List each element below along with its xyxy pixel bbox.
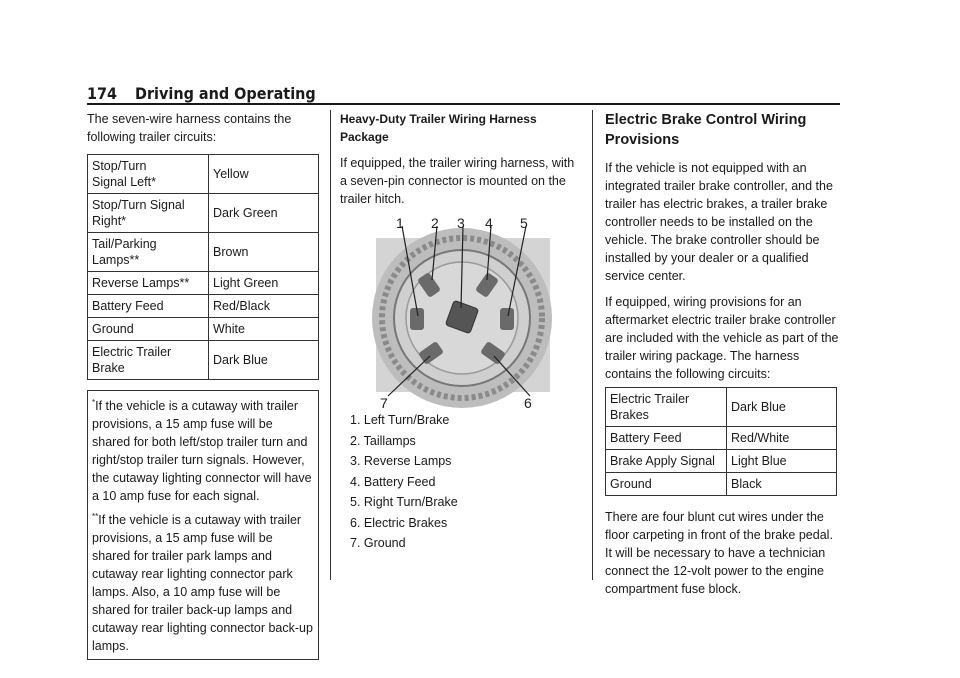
- list-item: 3. Reverse Lamps: [350, 454, 452, 468]
- circuit-name: Stop/Turn: [92, 159, 147, 173]
- footnote-single: [92, 397, 314, 505]
- subsection-heading: Heavy-Duty Trailer Wiring Harness Package: [340, 112, 537, 144]
- footnote-double: [92, 511, 314, 655]
- brake-controller-paragraph: If the vehicle is not equipped with an integrated trailer brake controller, and the trailer has electric brakes, a trailer brake controller needs to be installed on the vehicle. The brake controller should be installed by your dealer or a qualified service center.: [605, 161, 833, 283]
- harness-description: If equipped, the trailer wiring harness, with a seven-pin connector is mounted on the trailer hitch.: [340, 156, 575, 206]
- column-left: [87, 110, 319, 660]
- circuit-color: Dark Green: [209, 194, 319, 233]
- column-middle: [340, 110, 580, 555]
- column-right: [605, 110, 840, 606]
- list-item: 2. Taillamps: [350, 433, 416, 448]
- section-title: Driving and Operating: [135, 84, 316, 103]
- table-row: [88, 272, 319, 295]
- table-row: [88, 318, 319, 341]
- table-row: [88, 155, 319, 194]
- footnote-mark: *: [92, 397, 96, 407]
- table-row: [606, 450, 837, 473]
- circuit-color: Dark Blue: [209, 341, 319, 380]
- callout-label: 7: [380, 395, 388, 411]
- callout-label: 6: [524, 395, 532, 411]
- blunt-wires-paragraph: There are four blunt cut wires under the floor carpeting in front of the brake pedal. It will be necessary to have a technician connect the 12-volt power to the engine compartment fuse block.: [605, 510, 833, 596]
- column-divider: [330, 110, 331, 580]
- circuit-name-cont: Signal Left*: [92, 175, 156, 189]
- callout-label: 1: [396, 216, 404, 231]
- circuit-color: Light Blue: [727, 450, 837, 473]
- circuit-name-cont: Lamps**: [92, 253, 140, 267]
- circuit-color: Yellow: [209, 155, 319, 194]
- table-row: [88, 233, 319, 272]
- circuit-color: White: [209, 318, 319, 341]
- list-item: 6. Electric Brakes: [350, 515, 448, 530]
- pin-legend-list: [340, 411, 580, 552]
- circuit-name: Stop/Turn Signal: [92, 198, 185, 212]
- footnote-mark: **: [92, 511, 99, 521]
- circuit-color: Red/Black: [209, 295, 319, 318]
- harness-intro: The seven-wire harness contains the following trailer circuits:: [87, 112, 292, 144]
- circuit-name: Electric Trailer Brake: [88, 341, 209, 380]
- list-item: 7. Ground: [350, 536, 406, 550]
- circuit-name: Electric Trailer: [610, 392, 690, 406]
- callout-label: 3: [457, 216, 465, 231]
- circuit-name: Ground: [606, 473, 727, 496]
- circuit-name: Ground: [88, 318, 209, 341]
- circuit-name: Tail/Parking: [92, 237, 157, 251]
- circuit-color: Black: [727, 473, 837, 496]
- table-row: [606, 388, 837, 427]
- table-row: [606, 427, 837, 450]
- circuit-name: Battery Feed: [606, 427, 727, 450]
- circuit-color: Brown: [209, 233, 319, 272]
- trailer-circuits-table: [87, 154, 319, 380]
- callout-label: 5: [520, 216, 528, 231]
- list-item: 5. Right Turn/Brake: [350, 495, 458, 509]
- table-row: [88, 341, 319, 380]
- callout-label: 2: [431, 216, 439, 231]
- pin-5: [500, 308, 514, 330]
- list-item: 4. Battery Feed: [350, 474, 436, 489]
- list-item: 1. Left Turn/Brake: [350, 413, 450, 427]
- circuit-name-cont: Right*: [92, 214, 127, 228]
- circuit-color: Light Green: [209, 272, 319, 295]
- connector-illustration: [340, 216, 580, 411]
- brake-circuits-table: [605, 387, 837, 496]
- header-rule: [87, 103, 840, 105]
- section-heading: Electric Brake Control Wiring Provisions: [605, 112, 807, 148]
- circuit-name: Battery Feed: [88, 295, 209, 318]
- circuit-name: Brake Apply Signal: [606, 450, 727, 473]
- circuit-name-cont: Brakes: [610, 408, 649, 422]
- footnote-text: If the vehicle is a cutaway with trailer provisions, a 15 amp fuse will be shared for both left/stop trailer turn and right/stop trailer turn signals. However, the cutaway lighting connector will have a 10 amp fuse for each signal.: [92, 399, 312, 503]
- table-row: [606, 473, 837, 496]
- wiring-provisions-paragraph: If equipped, wiring provisions for an aftermarket electric trailer brake controller are included with the vehicle as part of the trailer wiring package. The harness contains the following circuits:: [605, 295, 839, 381]
- callout-label: 4: [485, 216, 493, 231]
- circuit-color: Dark Blue: [727, 388, 837, 427]
- seven-pin-connector-diagram: [340, 216, 580, 411]
- column-divider: [592, 110, 593, 580]
- circuit-color: Red/White: [727, 427, 837, 450]
- page-number: 174: [87, 84, 118, 103]
- circuit-name: Reverse Lamps**: [88, 272, 209, 295]
- table-row: [88, 194, 319, 233]
- footnotes-box: [87, 390, 319, 660]
- footnote-text: If the vehicle is a cutaway with trailer provisions, a 15 amp fuse will be shared for trailer park lamps and cutaway rear lighting connector park lamps. Also, a 10 amp fuse will be shared for trailer back-up lamps and cutaway rear lighting connector back-up lamps.: [92, 513, 313, 653]
- table-row: [88, 295, 319, 318]
